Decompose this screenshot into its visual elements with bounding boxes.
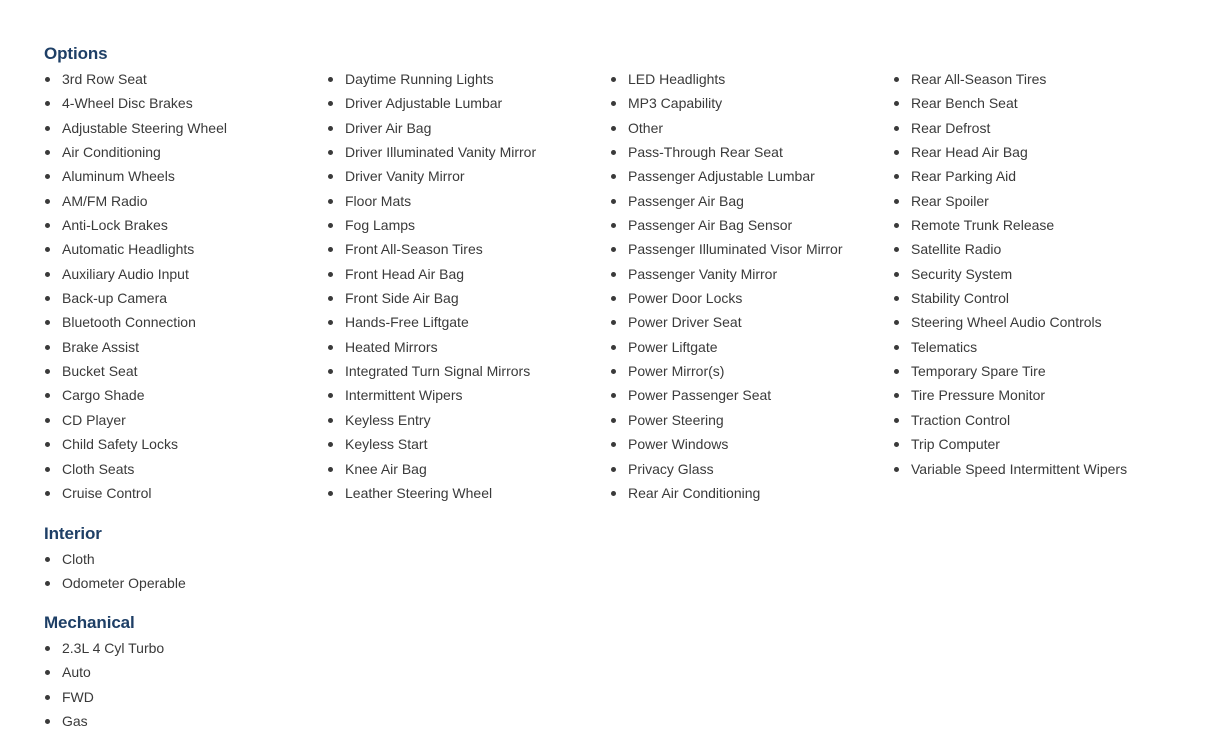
list-item: Fog Lamps — [327, 213, 610, 237]
list-item: Odometer Operable — [44, 571, 327, 595]
list-item: Power Door Locks — [610, 286, 893, 310]
list-item: Front Side Air Bag — [327, 286, 610, 310]
list-item: Cargo Shade — [44, 383, 327, 407]
list-item: Satellite Radio — [893, 237, 1176, 261]
list-item: Passenger Air Bag — [610, 189, 893, 213]
list-item: 4-Wheel Disc Brakes — [44, 91, 327, 115]
list-item: Bluetooth Connection — [44, 310, 327, 334]
options-column-2 — [327, 67, 610, 505]
list-item: MP3 Capability — [610, 91, 893, 115]
list-item: Front Head Air Bag — [327, 262, 610, 286]
list-item: Privacy Glass — [610, 457, 893, 481]
list-item: Rear All-Season Tires — [893, 67, 1176, 91]
interior-title: Interior — [44, 524, 102, 543]
list-item: Anti-Lock Brakes — [44, 213, 327, 237]
list-item: Telematics — [893, 335, 1176, 359]
interior-section — [44, 523, 327, 596]
list-item: Stability Control — [893, 286, 1176, 310]
options-column-1 — [44, 67, 327, 505]
list-item: 3rd Row Seat — [44, 67, 327, 91]
list-item: Cloth Seats — [44, 457, 327, 481]
options-column-3 — [610, 67, 893, 505]
list-item: Passenger Vanity Mirror — [610, 262, 893, 286]
list-item: Power Steering — [610, 408, 893, 432]
list-item: LED Headlights — [610, 67, 893, 91]
list-item: Integrated Turn Signal Mirrors — [327, 359, 610, 383]
list-item: Temporary Spare Tire — [893, 359, 1176, 383]
options-title: Options — [44, 44, 108, 63]
list-item: Traction Control — [893, 408, 1176, 432]
list-item: Keyless Start — [327, 432, 610, 456]
mechanical-columns — [44, 636, 327, 733]
list-item: Rear Spoiler — [893, 189, 1176, 213]
list-item: Gas — [44, 709, 327, 733]
list-item: Rear Bench Seat — [893, 91, 1176, 115]
list-item: Aluminum Wheels — [44, 164, 327, 188]
list-item: Power Mirror(s) — [610, 359, 893, 383]
list-item: Power Passenger Seat — [610, 383, 893, 407]
list-item: Steering Wheel Audio Controls — [893, 310, 1176, 334]
list-item: Rear Air Conditioning — [610, 481, 893, 505]
list-item: Adjustable Steering Wheel — [44, 116, 327, 140]
mechanical-title: Mechanical — [44, 613, 135, 632]
list-item: Security System — [893, 262, 1176, 286]
options-column-4 — [893, 67, 1176, 505]
list-item: CD Player — [44, 408, 327, 432]
list-item: Rear Head Air Bag — [893, 140, 1176, 164]
list-item: Intermittent Wipers — [327, 383, 610, 407]
list-item: Air Conditioning — [44, 140, 327, 164]
list-item: Remote Trunk Release — [893, 213, 1176, 237]
list-item: AM/FM Radio — [44, 189, 327, 213]
mechanical-column-1 — [44, 636, 327, 733]
list-item: Daytime Running Lights — [327, 67, 610, 91]
list-item: Pass-Through Rear Seat — [610, 140, 893, 164]
options-columns — [44, 67, 1176, 505]
list-item: Knee Air Bag — [327, 457, 610, 481]
list-item: Auxiliary Audio Input — [44, 262, 327, 286]
list-item: Brake Assist — [44, 335, 327, 359]
list-item: Passenger Illuminated Visor Mirror — [610, 237, 893, 261]
list-item: Automatic Headlights — [44, 237, 327, 261]
list-item: Keyless Entry — [327, 408, 610, 432]
list-item: Rear Defrost — [893, 116, 1176, 140]
list-item: Trip Computer — [893, 432, 1176, 456]
list-item: FWD — [44, 685, 327, 709]
list-item: Child Safety Locks — [44, 432, 327, 456]
list-item: Cloth — [44, 547, 327, 571]
list-item: Front All-Season Tires — [327, 237, 610, 261]
list-item: Leather Steering Wheel — [327, 481, 610, 505]
list-item: Passenger Air Bag Sensor — [610, 213, 893, 237]
list-item: Power Liftgate — [610, 335, 893, 359]
mechanical-section — [44, 612, 327, 733]
list-item: Variable Speed Intermittent Wipers — [893, 457, 1176, 481]
list-item: Passenger Adjustable Lumbar — [610, 164, 893, 188]
list-item: Driver Adjustable Lumbar — [327, 91, 610, 115]
list-item: Cruise Control — [44, 481, 327, 505]
list-item: Power Driver Seat — [610, 310, 893, 334]
list-item: Floor Mats — [327, 189, 610, 213]
list-item: 2.3L 4 Cyl Turbo — [44, 636, 327, 660]
list-item: Tire Pressure Monitor — [893, 383, 1176, 407]
interior-column-1 — [44, 547, 327, 596]
list-item: Auto — [44, 660, 327, 684]
list-item: Hands-Free Liftgate — [327, 310, 610, 334]
list-item: Heated Mirrors — [327, 335, 610, 359]
list-item: Back-up Camera — [44, 286, 327, 310]
list-item: Driver Vanity Mirror — [327, 164, 610, 188]
list-item: Rear Parking Aid — [893, 164, 1176, 188]
list-item: Bucket Seat — [44, 359, 327, 383]
list-item: Power Windows — [610, 432, 893, 456]
list-item: Driver Air Bag — [327, 116, 610, 140]
list-item: Driver Illuminated Vanity Mirror — [327, 140, 610, 164]
list-item: Other — [610, 116, 893, 140]
interior-columns — [44, 547, 327, 596]
options-section — [44, 43, 1176, 505]
